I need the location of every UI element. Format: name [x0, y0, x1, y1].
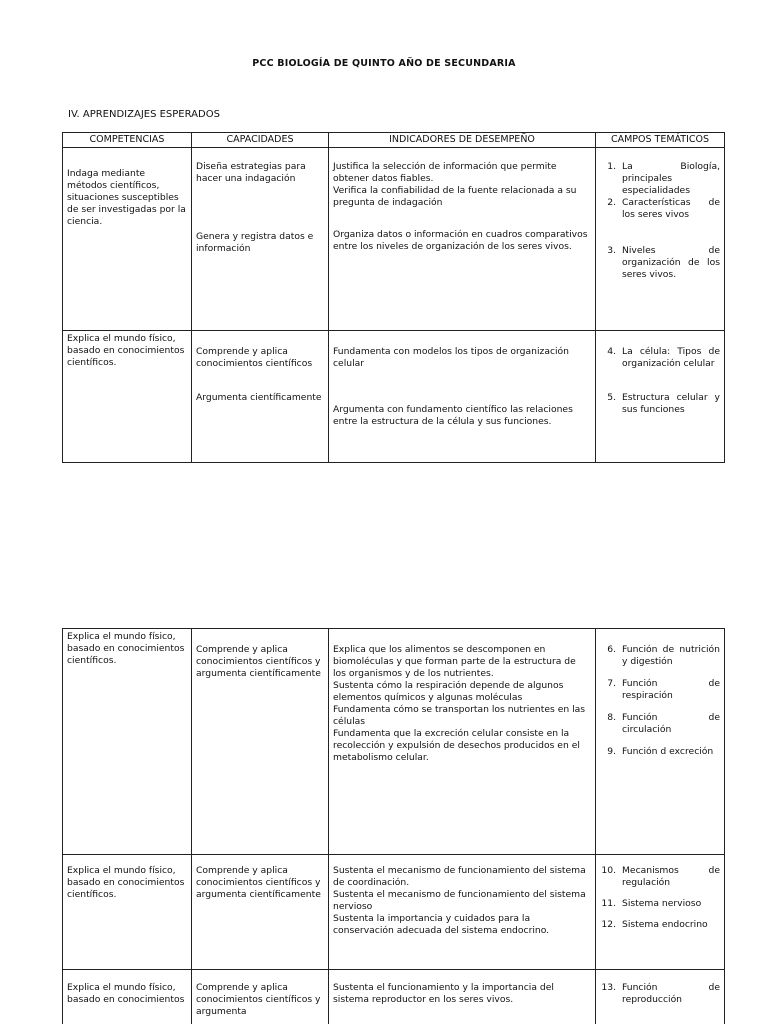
table-row: [63, 629, 725, 855]
header-indicadores: INDICADORES DE DESEMPEÑO: [329, 133, 596, 148]
indicador-text: Sustenta el funcionamiento y la importancia del sistema reproductor en los seres vivos.: [333, 982, 554, 1005]
indicador-cell: [329, 331, 596, 463]
campo-text: Sistema endocrino: [622, 918, 708, 930]
campo-item: [600, 898, 720, 910]
campo-text: Sistema nervioso: [622, 897, 702, 909]
indicador-cell: [329, 148, 596, 331]
header-campos: CAMPOS TEMÁTICOS: [596, 133, 725, 148]
indicador-text: Explica que los alimentos se descomponen en biomoléculas y que forman parte de la estructura de los organismos y de los nutrientes.: [333, 644, 576, 679]
campo-text: Función de reproducción: [622, 982, 720, 1005]
competencia-text: Explica el mundo físico, basado en conocimientos: [67, 982, 185, 1005]
capacidad-text: Comprende y aplica conocimientos científicos y argumenta: [196, 982, 321, 1017]
campo-number: 9.: [607, 745, 616, 757]
campo-item: [600, 346, 720, 370]
campo-text: Función de circulación: [622, 711, 720, 735]
aprendizajes-table-1: [62, 132, 725, 463]
indicador-cell: [329, 970, 596, 1024]
campo-number: 4.: [607, 346, 616, 358]
aprendizajes-table-2: [62, 628, 725, 1024]
competencia-cell: [63, 629, 192, 855]
campo-number: 11.: [601, 897, 616, 909]
campo-cell: [596, 855, 725, 970]
campo-item: [600, 982, 720, 1006]
campo-number: 10.: [601, 865, 616, 876]
indicador-text: Organiza datos o información en cuadros comparativos entre los niveles de organización de los seres vivos.: [333, 229, 588, 253]
capacidad-cell: [192, 629, 329, 855]
campo-text: Mecanismos de regulación: [622, 865, 720, 888]
document-title: PCC BIOLOGÍA DE QUINTO AÑO DE SECUNDARIA: [252, 58, 516, 69]
indicador-text: Verifica la confiabilidad de la fuente relacionada a su pregunta de indagación: [333, 185, 577, 209]
campo-item: [600, 712, 720, 736]
campo-cell: [596, 148, 725, 331]
indicador-text: Sustenta la importancia y cuidados para la conservación adecuada del sistema endocrino.: [333, 912, 550, 936]
indicador-cell: [329, 629, 596, 855]
campo-number: 1.: [607, 161, 616, 173]
campo-text: Función de nutrición y digestión: [622, 644, 720, 667]
campo-item: [600, 919, 720, 931]
capacidad-cell: [192, 331, 329, 463]
table-row: [63, 148, 725, 331]
campo-number: 2.: [607, 197, 616, 209]
competencia-text: Explica el mundo físico, basado en conocimientos científicos.: [67, 333, 185, 369]
campo-cell: [596, 331, 725, 463]
capacidad-cell: [192, 148, 329, 331]
campo-text: La célula: Tipos de organización celular: [622, 346, 720, 370]
capacidad-text: Comprende y aplica conocimientos científicos y argumenta científicamente: [196, 644, 321, 679]
campo-item: [600, 644, 720, 668]
campo-text: Niveles de organización de los seres vivos.: [622, 245, 720, 281]
campo-item: [600, 746, 720, 758]
campo-text: La Biología, principales especialidades: [622, 161, 720, 197]
campo-item: [600, 197, 720, 221]
header-competencias: COMPETENCIAS: [63, 133, 192, 148]
campo-text: Características de los seres vivos: [622, 197, 720, 221]
indicador-text: Fundamenta cómo se transportan los nutrientes en las células: [333, 703, 586, 727]
campo-number: 5.: [607, 392, 616, 404]
campo-item: [600, 678, 720, 702]
indicador-cell: [329, 855, 596, 970]
campo-item: [600, 392, 720, 416]
indicador-text: Fundamenta con modelos los tipos de organización celular: [333, 346, 569, 370]
campo-number: 13.: [601, 982, 616, 993]
campo-cell: [596, 629, 725, 855]
table-row: [63, 855, 725, 970]
capacidad-text: Comprende y aplica conocimientos científicos: [196, 346, 313, 370]
campo-text: Estructura celular y sus funciones: [622, 392, 720, 416]
competencia-text: Explica el mundo físico, basado en conocimientos científicos.: [67, 865, 185, 900]
campo-text: Función de respiración: [622, 677, 720, 701]
campo-item: [600, 245, 720, 281]
competencia-cell: [63, 148, 192, 331]
campo-cell: [596, 970, 725, 1024]
campo-number: 7.: [607, 677, 616, 689]
campo-item: [600, 865, 720, 889]
campo-number: 6.: [607, 644, 616, 655]
section-heading: IV. APRENDIZAJES ESPERADOS: [68, 109, 220, 120]
competencia-text: Indaga mediante métodos científicos, situaciones susceptibles de ser investigadas por la ciencia.: [67, 168, 186, 228]
capacidad-text: Diseña estrategias para hacer una indagación: [196, 161, 306, 185]
table-row: [63, 331, 725, 463]
campo-number: 8.: [607, 711, 616, 723]
campo-number: 3.: [607, 245, 616, 257]
indicador-text: Sustenta el mecanismo de funcionamiento del sistema nervioso: [333, 888, 586, 912]
capacidad-text: Argumenta científicamente: [196, 392, 322, 404]
campo-item: [600, 161, 720, 197]
indicador-text: Justifica la selección de información que permite obtener datos fiables.: [333, 161, 557, 185]
competencia-cell: [63, 855, 192, 970]
indicador-text: Fundamenta que la excreción celular consiste en la recolección y expulsión de desechos producidos en el metabolismo celular.: [333, 727, 580, 763]
campo-text: Función d excreción: [622, 745, 714, 757]
header-row: [63, 133, 725, 148]
indicador-text: Sustenta el mecanismo de funcionamiento del sistema de coordinación.: [333, 865, 586, 888]
campo-number: 12.: [601, 918, 616, 930]
indicador-text: Argumenta con fundamento científico las relaciones entre la estructura de la célula y sus funciones.: [333, 404, 573, 428]
capacidad-text: Comprende y aplica conocimientos científicos y argumenta científicamente: [196, 865, 321, 900]
competencia-text: Explica el mundo físico, basado en conocimientos científicos.: [67, 631, 185, 666]
header-capacidades: CAPACIDADES: [192, 133, 329, 148]
capacidad-cell: [192, 970, 329, 1024]
table-row: [63, 970, 725, 1024]
indicador-text: Sustenta cómo la respiración depende de algunos elementos químicos y algunas moléculas: [333, 679, 564, 703]
competencia-cell: [63, 331, 192, 463]
competencia-cell: [63, 970, 192, 1024]
capacidad-text: Genera y registra datos e información: [196, 231, 314, 255]
capacidad-cell: [192, 855, 329, 970]
